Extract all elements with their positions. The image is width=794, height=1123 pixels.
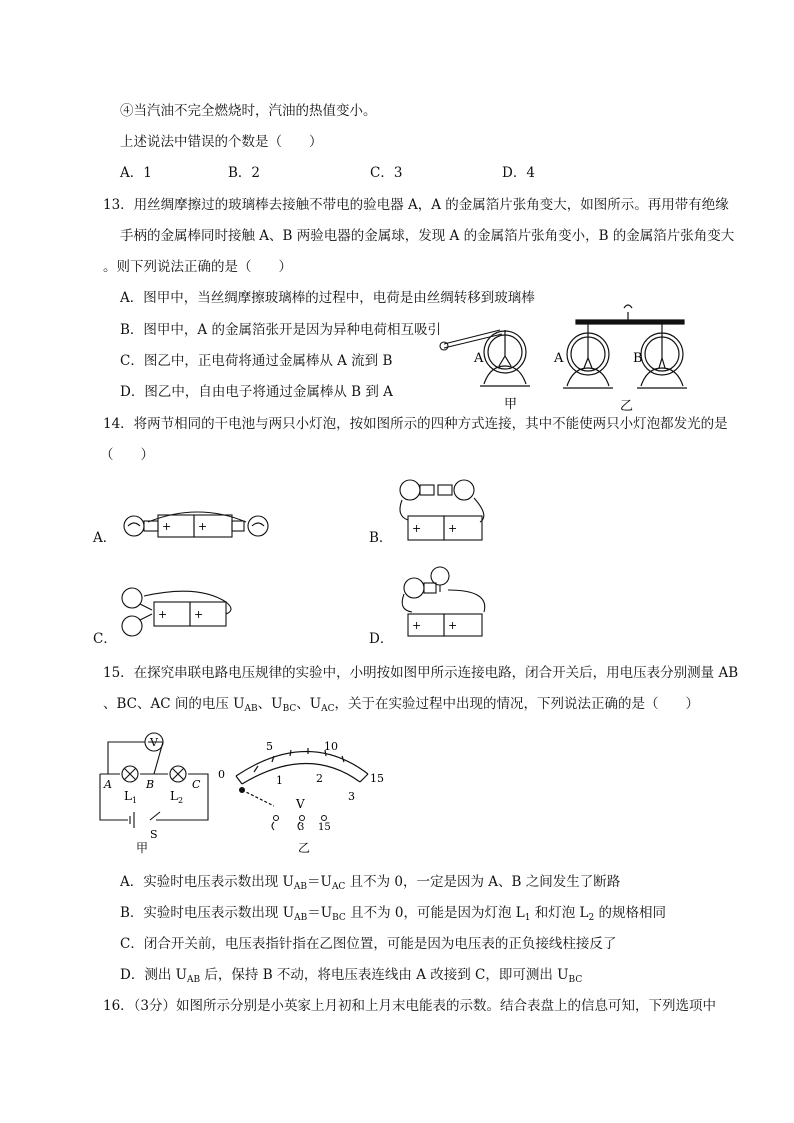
q12-item4: ④当汽油不完全燃烧时，汽油的热值变小。 [120, 103, 377, 119]
dial-1: 1 [276, 774, 283, 787]
terminal-15: 15 [318, 822, 331, 833]
switch-s: S [150, 828, 158, 841]
plus-c1: + [158, 608, 168, 621]
q13-option-c: C．图乙中，正电荷将通过金属棒从 A 流到 B [120, 353, 393, 369]
q15-option-b: B．实验时电压表示数出现 $U_{AB}=U_{BC}$ 且不为 0，可能是因为灯泡 $L_1$ 和灯泡 $L_2$ 的规格相同 [120, 905, 667, 923]
q15-option-d: D．测出 $U_{AB}$ 后，保持 B 不动，将电压表连线由 A 改接到 C，即可测出 $U_{BC}$ [120, 967, 583, 985]
q13-option-a: A．图甲中，当丝绸摩擦玻璃棒的过程中，电荷是由丝绸转移到玻璃棒 [120, 290, 535, 306]
lamp-l2: $L_2$ [170, 789, 184, 805]
caption-yi-15: 乙 [298, 841, 311, 855]
q15-option-a: A．实验时电压表示数出现 $U_{AB}=U_{AC}$ 且不为 0，一定是因为 A、B 之间发生了断路 [120, 874, 621, 892]
electroscope-b-yi [637, 324, 687, 388]
plus-d1: + [412, 619, 422, 632]
q12-option-d: D．4 [502, 165, 535, 181]
q13-line2: 手柄的金属棒同时接触 A、B 两验电器的金属球，发现 A 的金属箔片张角变小，B 的金属箔片张角变大 [120, 228, 735, 244]
q15-option-c: C．闭合开关前，电压表指针指在乙图位置，可能是因为电压表的正负接线柱接反了 [120, 936, 617, 952]
q14-circuit-a [118, 496, 274, 540]
caption-jia-15: 甲 [136, 841, 149, 855]
q13-line1: 13．用丝绸摩擦过的玻璃棒去接触不带电的验电器 A，A 的金属箔片张角变大，如图所示。再用带有绝缘 [103, 197, 729, 213]
point-b: B [146, 778, 155, 791]
plus-c2: + [194, 608, 204, 621]
point-a: A [104, 778, 112, 791]
q14-label-b: B． [369, 530, 393, 546]
electroscope-a-jia [480, 330, 530, 386]
plus-b2: + [448, 522, 458, 535]
q14-circuit-d [394, 566, 494, 642]
point-c: C [192, 778, 201, 791]
q12-option-b: B．2 [228, 165, 261, 181]
yi-label-a: A [554, 351, 564, 366]
q12-option-a: A．1 [120, 165, 152, 181]
yi-label-b: B [633, 351, 643, 366]
q14-line1: 14．将两节相同的干电池与两只小灯泡，按如图所示的四种方式连接，其中不能使两只小灯泡都发光的是 [103, 416, 728, 432]
dial-2: 2 [316, 772, 323, 785]
q13-option-b: B．图甲中，A 的金属箔张开是因为异种电荷相互吸引 [120, 322, 441, 338]
q14-label-a: A． [93, 530, 117, 546]
caption-yi: 乙 [620, 399, 634, 414]
q14-circuit-c [118, 582, 238, 644]
q15-line1: 15．在探究串联电路电压规律的实验中，小明按如图甲所示连接电路，闭合开关后，用电压表分别测量 AB [103, 665, 739, 681]
jia-label-a: A [474, 351, 484, 366]
dial-15: 15 [370, 772, 384, 785]
metal-rod-icon [576, 305, 684, 324]
dial-3: 3 [348, 790, 355, 803]
lamp-l1: $L_1$ [124, 789, 138, 805]
q14-label-d: D． [369, 631, 394, 647]
q12-option-c: C．3 [370, 165, 403, 181]
q15-voltmeter-yi [214, 736, 394, 854]
voltmeter-v: V [150, 736, 158, 749]
q16-line1: 16．（3分）如图所示分别是小英家上月初和上月末电能表的示数。结合表盘上的信息可知，下列选项中 [103, 998, 717, 1014]
q14-circuit-b [394, 476, 490, 548]
q15-circuit-jia [96, 730, 212, 854]
q14-line2: （ ） [100, 447, 154, 463]
caption-jia: 甲 [504, 397, 518, 412]
q15-line2: 、BC、AC 间的电压 $U_{AB}$、$U_{BC}$、$U_{AC}$，关于在实验过程中出现的情况，下列说法正确的是（ ） [103, 696, 700, 714]
dial-5: 5 [266, 740, 273, 753]
dial-10: 10 [324, 740, 338, 753]
plus-a2: + [198, 520, 208, 533]
plus-a1: + [162, 520, 172, 533]
q12-stem: 上述说法中错误的个数是（ ） [120, 134, 323, 150]
q13-electroscope-figure [430, 300, 690, 412]
dial-0: 0 [218, 768, 225, 781]
electroscope-a-yi [563, 324, 613, 388]
q13-option-d: D．图乙中，自由电子将通过金属棒从 B 到 A [120, 384, 393, 400]
plus-d2: + [448, 619, 458, 632]
terminal-3: 3 [298, 822, 305, 833]
q13-line3: 。则下列说法正确的是（ ） [103, 259, 292, 275]
dial-unit-v: V [296, 797, 305, 811]
q14-label-c: C． [93, 631, 117, 647]
plus-b1: + [412, 522, 422, 535]
